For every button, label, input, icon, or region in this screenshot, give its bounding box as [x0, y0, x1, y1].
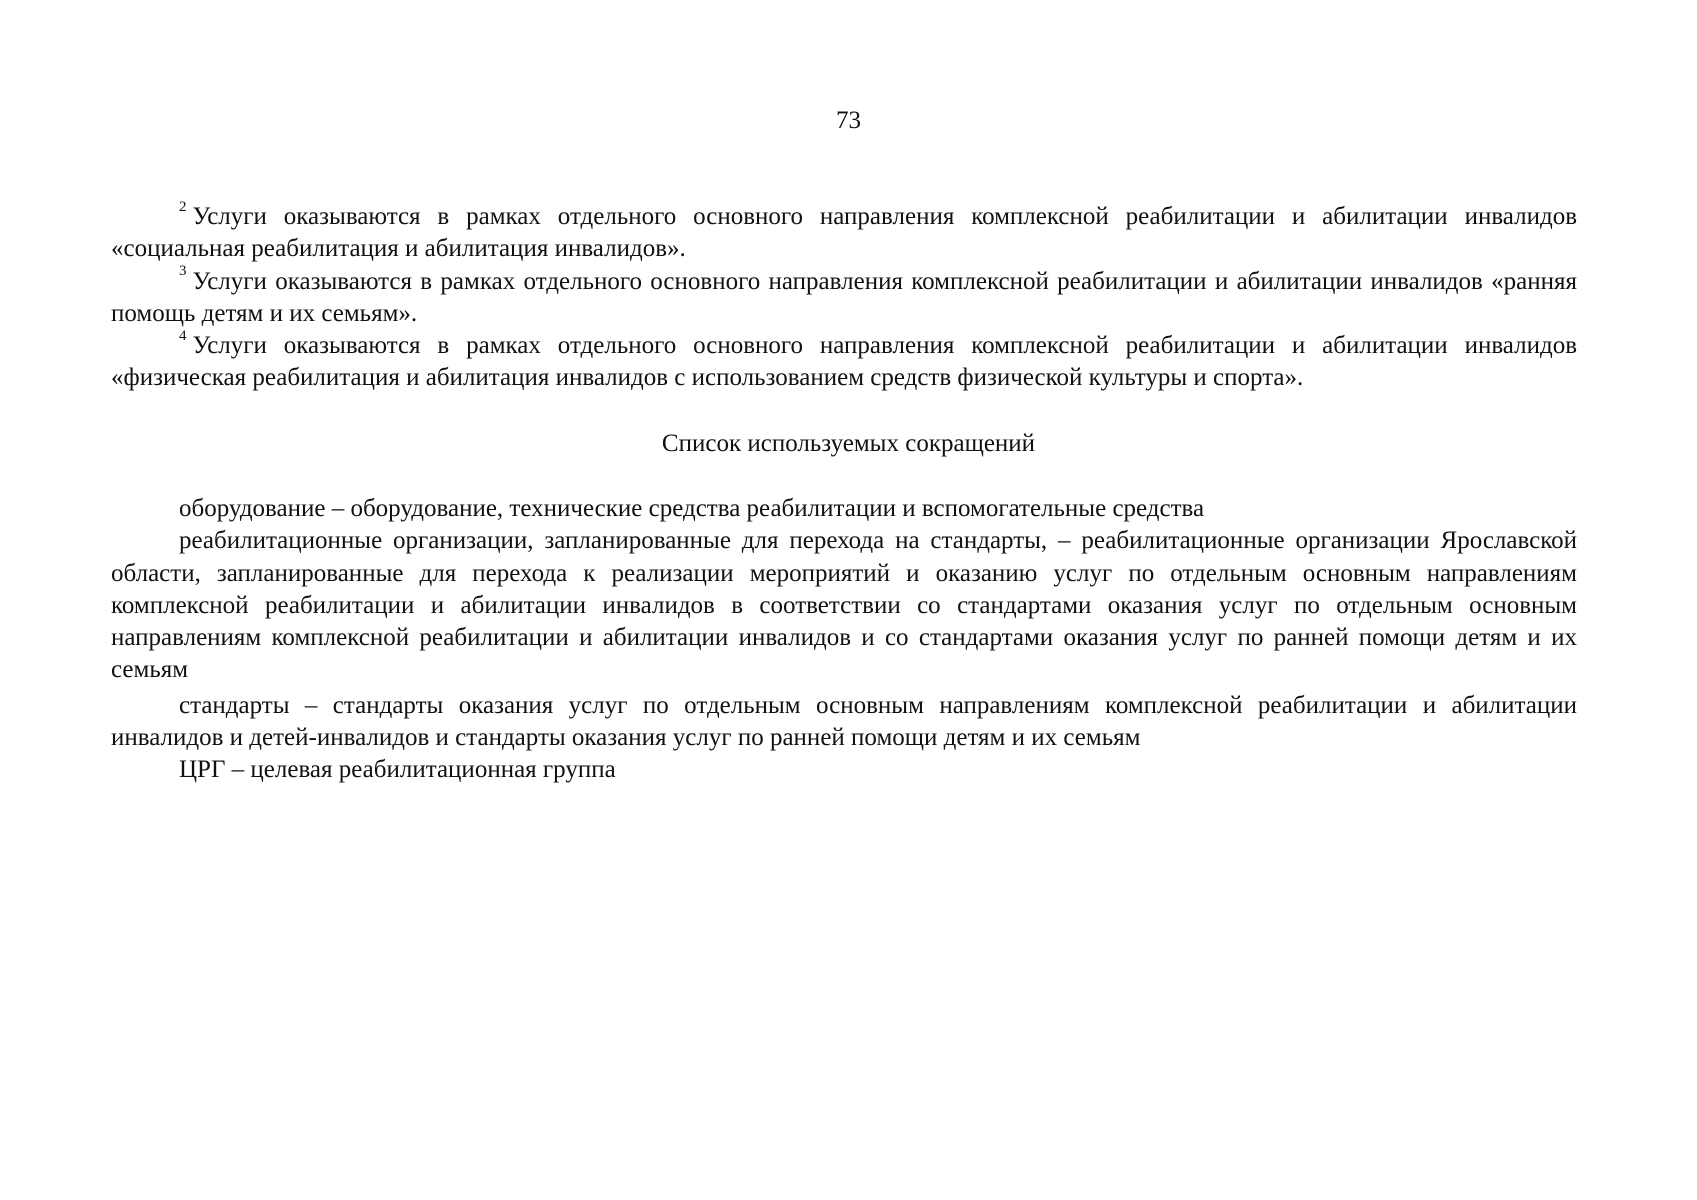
abbreviations-title: Список используемых сокращений — [661, 430, 1036, 457]
footnote-mark: 2 — [179, 198, 187, 215]
abbreviation-item: ЦРГ – целевая реабилитационная группа — [179, 756, 616, 784]
footnote-text: Услуги оказываются в рамках отдельного основного направления комплексной реабилитации и абилитации инвалидов «социальная реабилитация и абилитация инвалидов». — [111, 203, 1577, 263]
footnote-mark: 3 — [179, 263, 187, 280]
abbreviation-item: реабилитационные организации, запланированные для перехода на стандарты, – реабилитационные организации Ярославской области, запланированные для перехода к реализации мероприятий и оказанию услуг по отдельным основным направлениям комплексной реабилитации и абилитации инвалидов в соответствии со стандартами оказания услуг по отдельным основным направлениям комплексной реабилитации и абилитации инвалидов и со стандартами оказания услуг по ранней помощи детям и их семьям — [111, 527, 1577, 684]
footnote-4 — [111, 327, 1577, 395]
footnote-2 — [111, 198, 1577, 266]
footnote-3 — [111, 263, 1577, 331]
abbreviation-item: оборудование – оборудование, технические средства реабилитации и вспомогательные средства — [179, 495, 1205, 522]
page-number: 73 — [836, 107, 861, 134]
abbreviation-item: стандарты – стандарты оказания услуг по отдельным основным направлениям комплексной реабилитации и абилитации инвалидов и детей-инвалидов и стандарты оказания услуг по ранней помощи детям и их семьям — [111, 691, 1577, 752]
footnote-text: Услуги оказываются в рамках отдельного основного направления комплексной реабилитации и абилитации инвалидов «ранняя помощь детям и их семьям». — [111, 267, 1577, 327]
footnote-text: Услуги оказываются в рамках отдельного основного направления комплексной реабилитации и абилитации инвалидов «физическая реабилитация и абилитация инвалидов с использованием средств физической культуры и спорта». — [111, 332, 1577, 392]
abbreviations-list — [111, 493, 1577, 787]
footnote-mark: 4 — [179, 327, 187, 344]
footnotes-section — [111, 198, 1577, 395]
